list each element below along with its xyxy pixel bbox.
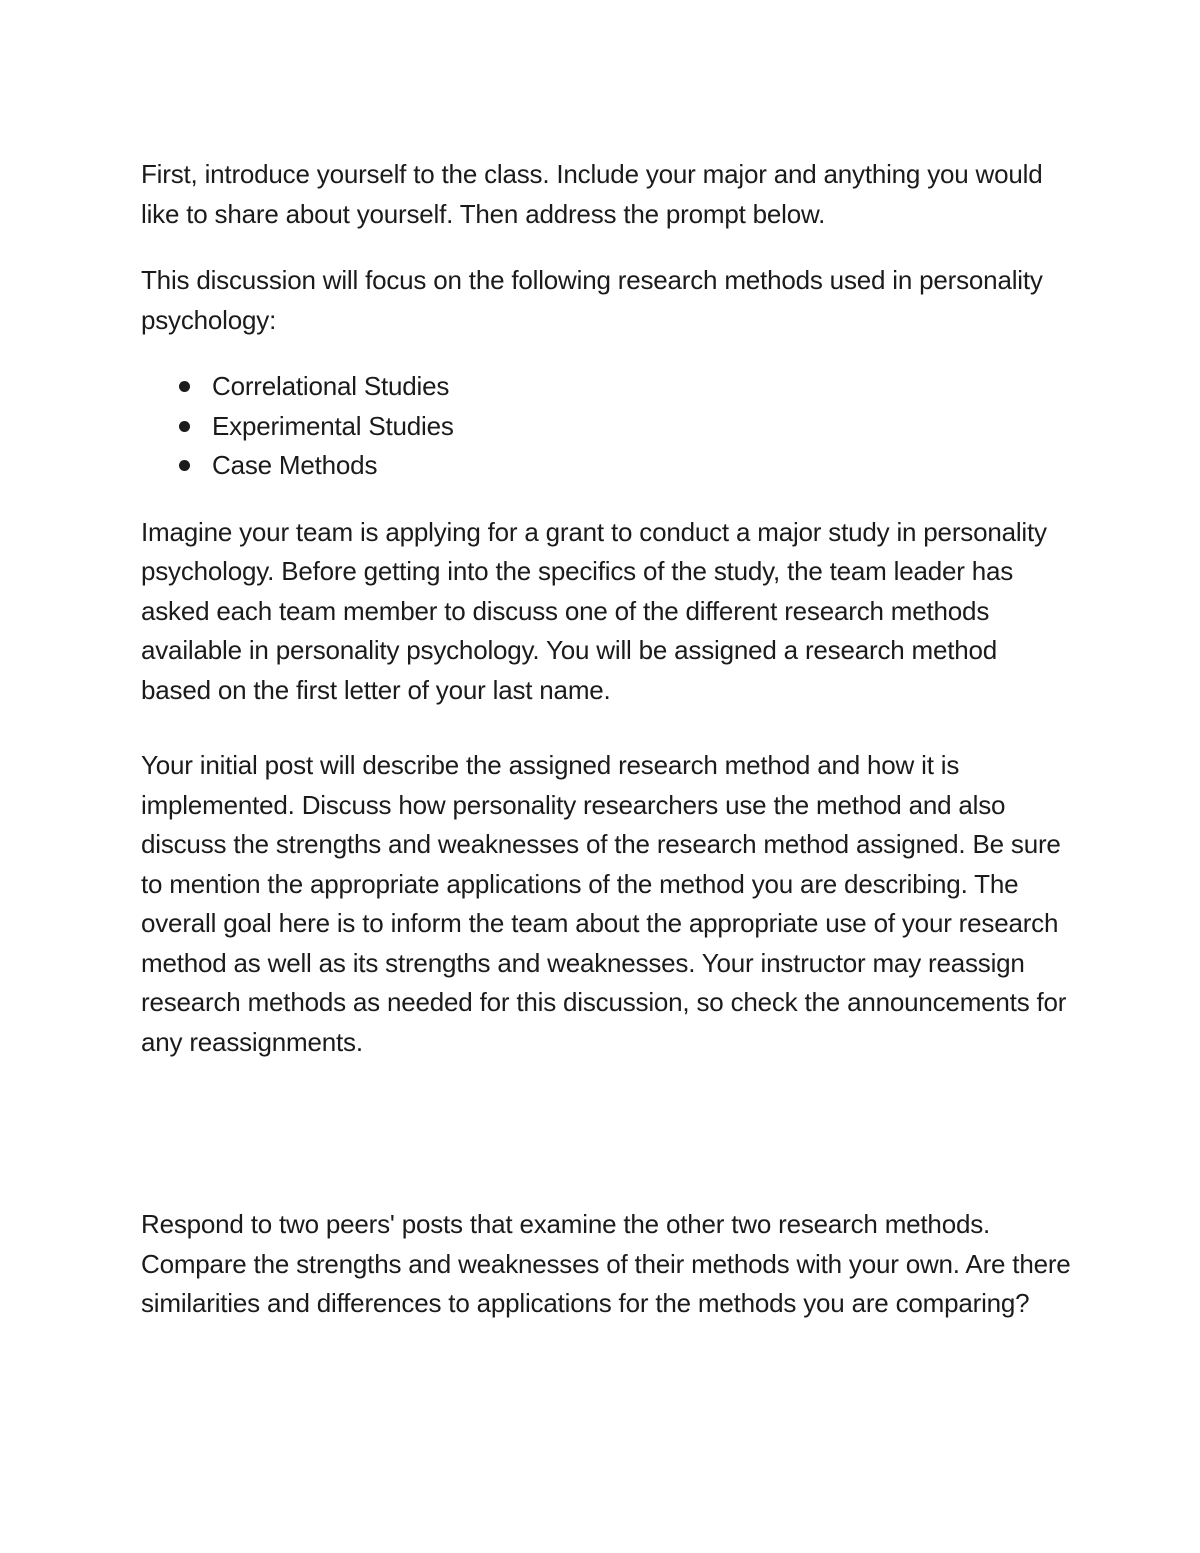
list-item-label: Correlational Studies <box>212 371 450 401</box>
list-item <box>141 446 1071 486</box>
focus-paragraph: This discussion will focus on the following research methods used in personality psychology: <box>141 265 1043 335</box>
respond-paragraph: Respond to two peers' posts that examine the other two research methods. Compare the strengths and weaknesses of their methods with your own. Are there similarities and differences to applications for the methods you are comparing? <box>141 1209 1071 1318</box>
scenario-paragraph: Imagine your team is applying for a grant to conduct a major study in personality psychology. Before getting into the specifics of the study, the team leader has asked each team member to discuss one of the different research methods available in personality psychology. You will be assigned a research method based on the first letter of your last name. <box>141 516 1047 705</box>
list-item <box>141 407 1071 447</box>
list-item-label: Case Methods <box>212 450 378 480</box>
bullet-icon <box>179 460 190 471</box>
bullet-icon <box>179 381 190 392</box>
initial-post-paragraph: Your initial post will describe the assigned research method and how it is implemented. Discuss how personality researchers use the method and also discuss the strengths and weaknesses of the research method assigned. Be sure to mention the appropriate applications of the method you are describing. The overall goal here is to inform the team about the appropriate use of your research method as well as its strengths and weaknesses. Your instructor may reassign research methods as needed for this discussion, so check the announcements for any reassignments. <box>141 750 1067 1057</box>
list-item-label: Experimental Studies <box>212 410 454 441</box>
bullet-icon <box>179 421 190 432</box>
document-page <box>141 155 1071 1318</box>
intro-paragraph: First, introduce yourself to the class. Include your major and anything you would like to share about yourself. Then address the prompt below. <box>141 159 1043 229</box>
research-methods-list <box>141 367 1071 486</box>
list-item <box>141 367 1071 407</box>
